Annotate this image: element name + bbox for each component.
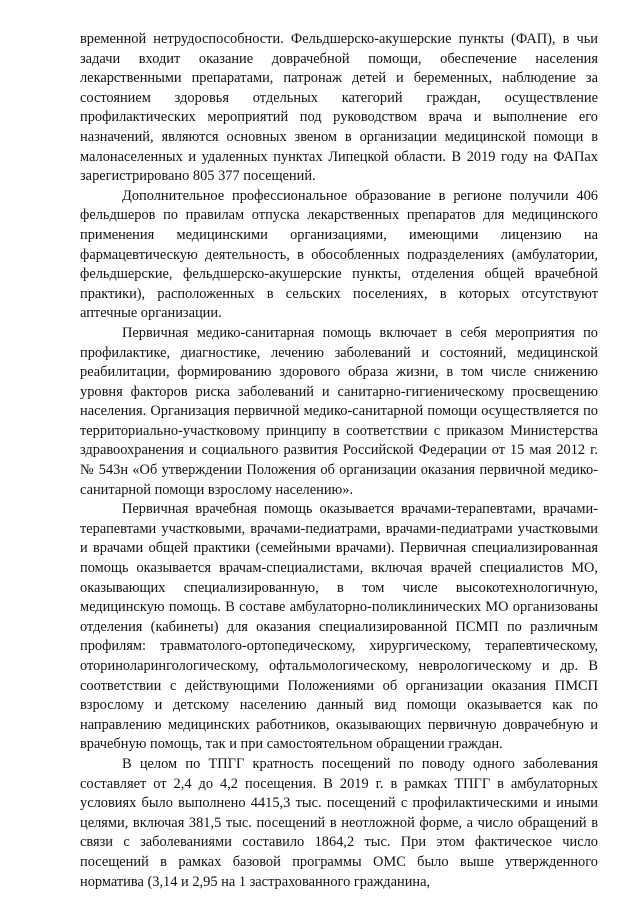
paragraph-tpgg-visits: В целом по ТПГГ кратность посещений по поводу одного заболевания составляет от 2,4 до 4,2 посещения. В 2019 г. в рамках ТПГГ в амбулаторных условиях было выполнено 4415,3 тыс. посещений с профилактическими и иными целями, включая 381,5 тыс. посещений в неотложной форме, а число обращений в связи с заболеваниями составило 1864,2 тыс. При этом фактическое число посещений в рамках базовой программы ОМС было выше утвержденного норматива (3,14 и 2,95 на 1 застрахованного гражданина, (80, 755, 598, 890)
paragraph-primary-care: Первичная медико-санитарная помощь включает в себя мероприятия по профилактике, диагностике, лечению заболеваний и состояний, медицинской реабилитации, формированию здорового образа жизни, в том числе снижению уровня факторов риска заболеваний и санитарно-гигиеническому просвещению населения. Организация первичной медико-санитарной помощи осуществляется по территориально-участковому принципу в соответствии с приказом Министерства здравоохранения и социального развития Российской Федерации от 15 мая 2012 г. № 543н «Об утверждении Положения об организации оказания первичной медико-санитарной помощи взрослому населению». (80, 324, 598, 498)
paragraph-additional-education: Дополнительное профессиональное образование в регионе получили 406 фельдшеров по правилам отпуска лекарственных препаратов для медицинского применения медицинскими организациями, имеющими лицензию на фармацевтическую деятельность, в обособленных подразделениях (амбулатории, фельдшерские, фельдшерско-акушерские пункты, отделения общей врачебной практики), расположенных в сельских поселениях, в которых отсутствуют аптечные организации. (80, 187, 598, 322)
paragraph-primary-physician-care: Первичная врачебная помощь оказывается врачами-терапевтами, врачами-терапевтами участковыми, врачами-педиатрами, врачами-педиатрами участковыми и врачами общей практики (семейными врачами). Первичная специализированная помощь оказывается врачам-специалистами, включая врачей специалистов МО, оказывающих специализированную, в том числе высокотехнологичную, медицинскую помощь. В составе амбулаторно-поликлинических МО организованы отделения (кабинеты) для оказания специализированной ПСМП по различным профилям: травматолого-ортопедическому, хирургическому, терапевтическому, оториноларингологическому, офтальмологическому, неврологическому и др. В соответствии с действующими Положениями об организации оказания ПМСП взрослому и детскому населению данный вид помощи оказывается как по направлению медицинских работников, оказывающих первичную доврачебную и врачебную помощь, так и при самостоятельном обращении граждан. (80, 501, 598, 753)
paragraph-fap: временной нетрудоспособности. Фельдшерско-акушерские пункты (ФАП), в чьи задачи входит оказание доврачебной помощи, обеспечение населения лекарственными препаратами, патронаж детей и беременных, наблюдение за состоянием здоровья отдельных категорий граждан, осуществление профилактических мероприятий под руководством врача и выполнение его назначений, являются основных звеном в организации медицинской помощи в малонаселенных и удаленных пунктах Липецкой области. В 2019 году на ФАПах зарегистрировано 805 377 посещений. (80, 31, 598, 185)
document-page (80, 30, 598, 892)
